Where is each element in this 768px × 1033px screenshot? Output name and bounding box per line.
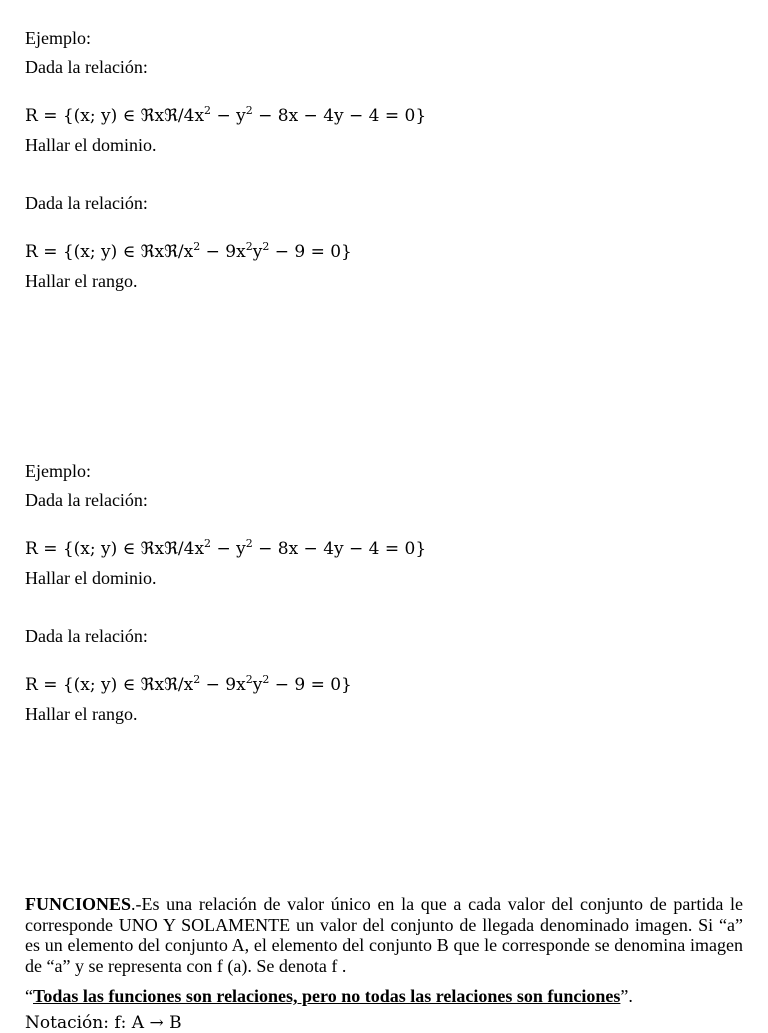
task-domain: Hallar el dominio.: [25, 135, 157, 155]
functions-quote: “Todas las funciones son relaciones, pero no todas las relaciones son funciones”.: [25, 986, 633, 1006]
relation-intro: Dada la relación:: [25, 490, 148, 510]
relation-equation: R = {(x; y) ∈ ℜxℜ/$x^2 - 9x^2y^2 - 9 = 0$}: [25, 240, 352, 262]
functions-notation: Notación: f: A → B: [25, 1013, 182, 1033]
example-heading: Ejemplo:: [25, 461, 91, 481]
relation-equation: R = {(x; y) ∈ ℜxℜ/$x^2 - 9x^2y^2 - 9 = 0$}: [25, 673, 352, 695]
functions-definition: [25, 894, 743, 976]
task-range: Hallar el rango.: [25, 704, 138, 724]
task-domain: Hallar el dominio.: [25, 568, 157, 588]
relation-intro: Dada la relación:: [25, 626, 148, 646]
relation-equation: R = {(x; y) ∈ ℜxℜ/$4x^2 - y^2 - 8x - 4y - 4 = 0$}: [25, 537, 427, 559]
task-range: Hallar el rango.: [25, 271, 138, 291]
relation-intro: Dada la relación:: [25, 193, 148, 213]
functions-term: FUNCIONES: [25, 894, 132, 914]
relation-equation: R = {(x; y) ∈ ℜxℜ/$4x^2 - y^2 - 8x - 4y - 4 = 0$}: [25, 104, 427, 126]
relation-intro: Dada la relación:: [25, 57, 148, 77]
example-heading: Ejemplo:: [25, 28, 91, 48]
functions-definition-text: .-Es una relación de valor único en la que a cada valor del conjunto de partida le corresponde UNO Y SOLAMENTE un valor del conjunto de llegada denominado imagen. Si “a” es un elemento del conjunto A, el elemento del conjunto B que le corresponde se denomina imagen de “a” y se representa con f (a). Se denota f .: [25, 894, 743, 976]
